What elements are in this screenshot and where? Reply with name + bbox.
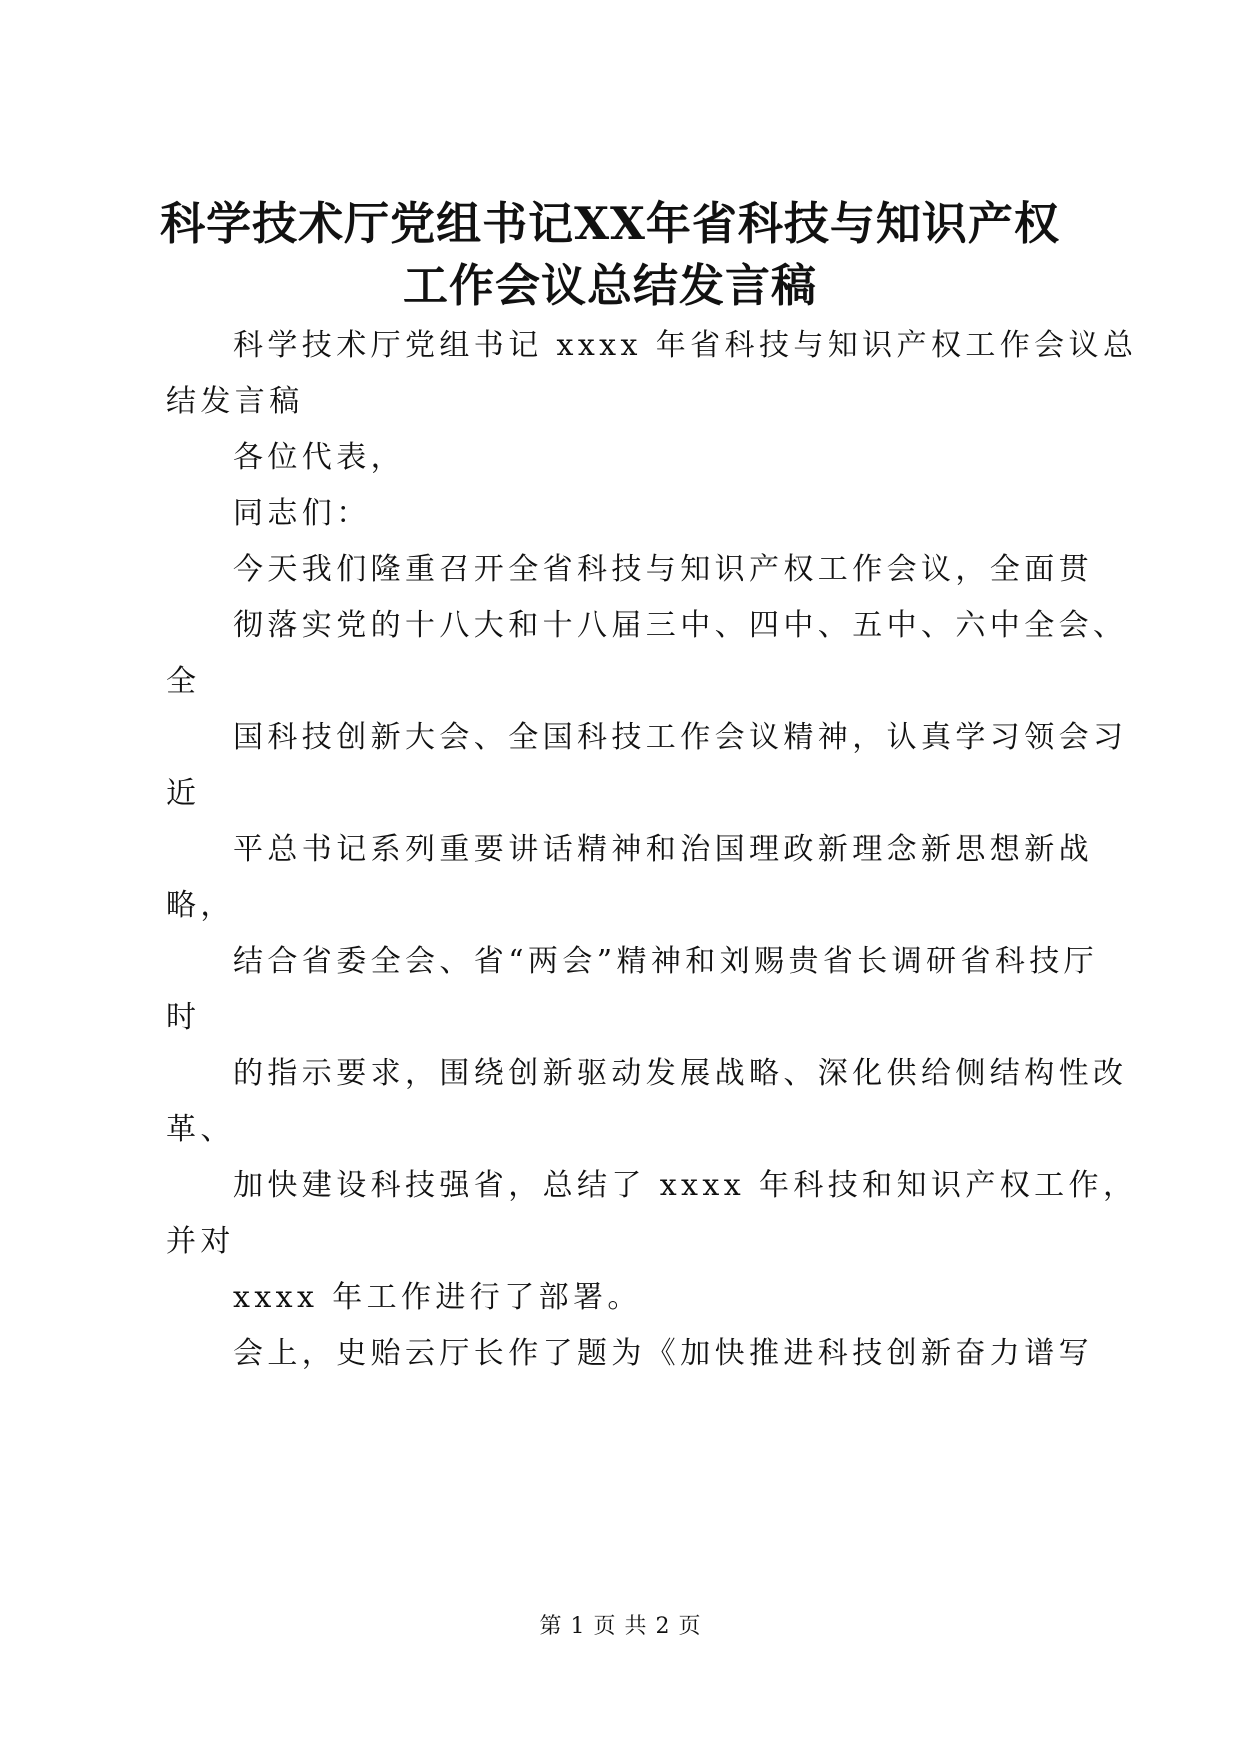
body-line: 今天我们隆重召开全省科技与知识产权工作会议，全面贯 bbox=[233, 552, 1093, 587]
body-line: 并对 bbox=[166, 1224, 235, 1259]
body-line: 各位代表， bbox=[233, 440, 405, 475]
body-line: 略， bbox=[166, 888, 235, 923]
document-title bbox=[150, 193, 1070, 317]
body-line: 加快建设科技强省，总结了 xxxx 年科技和知识产权工作， bbox=[233, 1168, 1138, 1203]
title-line-1: 科学技术厅党组书记XX年省科技与知识产权 bbox=[160, 197, 1060, 250]
body-line: 结发言稿 bbox=[166, 384, 304, 419]
page-footer: 第 1 页 共 2 页 bbox=[539, 1614, 702, 1639]
body-line: 结合省委全会、省“两会”精神和刘赐贵省长调研省科技厅 bbox=[233, 944, 1099, 979]
body-line: xxxx 年工作进行了部署。 bbox=[233, 1280, 642, 1315]
body-line: 革、 bbox=[166, 1112, 235, 1147]
body-line: 会上，史贻云厅长作了题为《加快推进科技创新奋力谱写 bbox=[233, 1336, 1093, 1371]
body-line: 时 bbox=[166, 1000, 201, 1035]
body-line: 近 bbox=[166, 776, 201, 811]
body-line: 同志们： bbox=[233, 496, 371, 531]
body-line: 科学技术厅党组书记 xxxx 年省科技与知识产权工作会议总 bbox=[233, 328, 1138, 363]
body-line: 国科技创新大会、全国科技工作会议精神，认真学习领会习 bbox=[233, 720, 1128, 755]
body-line: 全 bbox=[166, 664, 201, 699]
body-line: 平总书记系列重要讲话精神和治国理政新理念新思想新战 bbox=[233, 832, 1093, 867]
body-line: 彻落实党的十八大和十八届三中、四中、五中、六中全会、 bbox=[233, 608, 1128, 643]
body-line: 的指示要求，围绕创新驱动发展战略、深化供给侧结构性改 bbox=[233, 1056, 1128, 1091]
title-line-2: 工作会议总结发言稿 bbox=[402, 259, 817, 312]
